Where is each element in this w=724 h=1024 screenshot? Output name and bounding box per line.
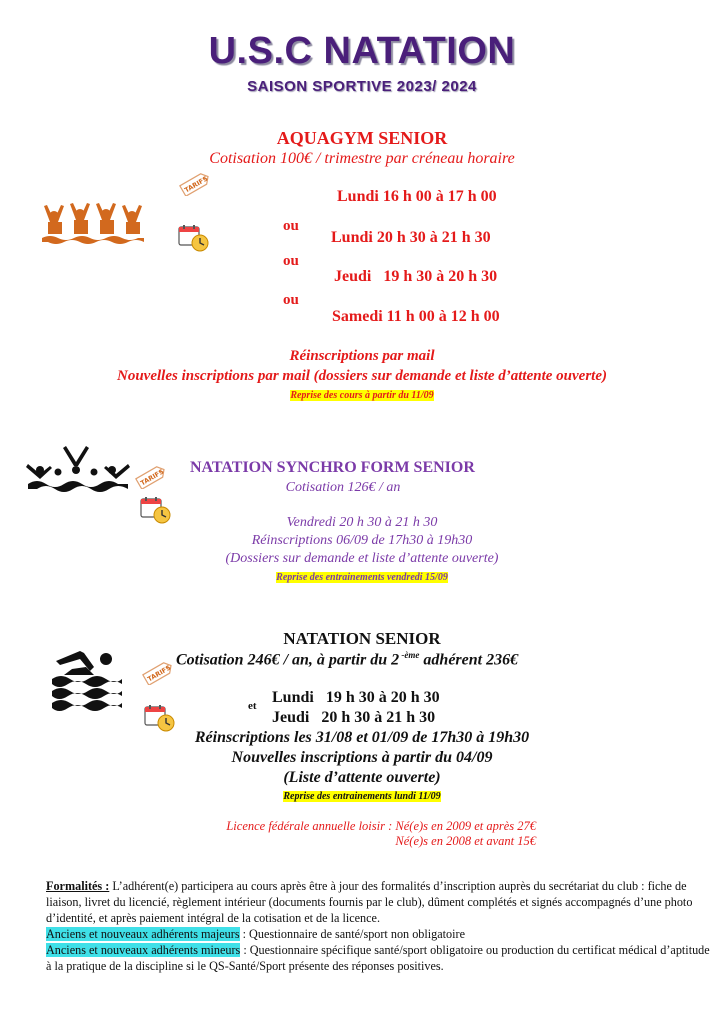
formalites-mineurs [46, 942, 710, 974]
senior-reinscriptions: Réinscriptions les 31/08 et 01/09 de 17h30 à 19h30 [194, 729, 530, 746]
mineurs-label: Anciens et nouveaux adhérents mineurs [46, 943, 241, 957]
formalites-block [46, 878, 710, 974]
synchro-horaire: Vendredi 20 h 30 à 21 h 30 [286, 515, 438, 530]
licence-line-1: Licence fédérale annuelle loisir : Né(e)s en 2009 et après 27€ [226, 819, 536, 833]
formalites-text: L’adhérent(e) participera au cours après être à jour des formalités d’inscription auprès du secrétariat du club : fiche de liaison, livret du licencié, règlement intérieur (documents fournis par le club), dûment complétés et signés accompagnés d’une photo d’identité, et après paiement intégral de la cotisation et de la licence. [46, 879, 693, 925]
aquagym-cotisation: Cotisation 100€ / trimestre par créneau horaire [209, 150, 515, 167]
swimmer-icon [50, 645, 124, 713]
aquagym-ou-1: ou [283, 218, 299, 234]
aquagym-ou-3: ou [283, 292, 299, 308]
majeurs-text: : Questionnaire de santé/sport non obligatoire [239, 927, 465, 941]
aquagym-slot-4: Samedi 11 h 00 à 12 h 00 [332, 308, 500, 325]
aquagym-slot-1: Lundi 16 h 00 à 17 h 00 [337, 188, 497, 205]
aquagym-title: AQUAGYM SENIOR [276, 128, 448, 148]
majeurs-label: Anciens et nouveaux adhérents majeurs [46, 927, 240, 941]
synchro-title: NATATION SYNCHRO FORM SENIOR [190, 459, 475, 476]
synchro-cotisation: Cotisation 126€ / an [285, 480, 401, 495]
aquagym-ou-2: ou [283, 253, 299, 269]
aquagym-slot-3: Jeudi 19 h 30 à 20 h 30 [334, 268, 498, 285]
senior-reprise: Reprise des entrainements lundi 11/09 [283, 791, 441, 802]
senior-cotisation-sup: -ème [399, 650, 420, 660]
calendar-clock-icon [178, 224, 210, 252]
licence-line-2: Né(e)s en 2008 et avant 15€ [395, 834, 536, 848]
formalites-paragraph [46, 878, 710, 926]
senior-nouvelles: Nouvelles inscriptions à partir du 04/09 [231, 749, 493, 766]
senior-slot-1: Lundi 19 h 30 à 20 h 30 [272, 689, 440, 706]
synchro-reinscriptions: Réinscriptions 06/09 de 17h30 à 19h30 [251, 533, 473, 548]
synchro-dossiers: (Dossiers sur demande et liste d’attente ouverte) [225, 551, 499, 566]
senior-title: NATATION SENIOR [283, 629, 441, 648]
aquagym-reprise: Reprise des cours à partir du 11/09 [290, 390, 434, 401]
senior-cotisation [176, 650, 518, 669]
senior-slot-2: Jeudi 20 h 30 à 21 h 30 [272, 709, 436, 726]
tarifs-tag-icon [178, 172, 212, 196]
calendar-clock-icon [144, 704, 176, 732]
tarifs-tag-icon [134, 465, 168, 489]
tarifs-tag-label: TARIFS [146, 663, 173, 684]
senior-liste: (Liste d’attente ouverte) [283, 769, 441, 786]
season-subtitle: SAISON SPORTIVE 2023/ 2024 [247, 78, 477, 95]
tarifs-tag-label: TARIFS [139, 467, 166, 488]
formalites-majeurs [46, 926, 710, 942]
aquagym-swimmers-icon [40, 200, 146, 248]
senior-cotisation-part2: adhérent 236€ [419, 651, 519, 669]
aquagym-slot-2: Lundi 20 h 30 à 21 h 30 [331, 229, 491, 246]
senior-et: et [248, 700, 257, 712]
senior-cotisation-part1: Cotisation 246€ / an, à partir du 2 [176, 651, 400, 669]
synchro-reprise: Reprise des entrainements vendredi 15/09 [276, 572, 448, 583]
tarifs-tag-label: TARIFS [183, 174, 210, 195]
aquagym-reinscriptions: Réinscriptions par mail [289, 348, 435, 364]
aquagym-nouvelles: Nouvelles inscriptions par mail (dossiers sur demande et liste d’attente ouverte) [117, 368, 607, 384]
synchro-swimmers-icon [26, 444, 130, 496]
tarifs-tag-icon [141, 661, 175, 685]
formalites-label: Formalités : [46, 879, 110, 893]
page-title: U.S.C NATATION [208, 30, 516, 72]
mineurs-text: : Questionnaire spécifique santé/sport obligatoire ou production du certificat médical d’aptitude à la pratique de la discipline si le QS-Santé/Sport présente des réponses positives. [46, 943, 710, 973]
